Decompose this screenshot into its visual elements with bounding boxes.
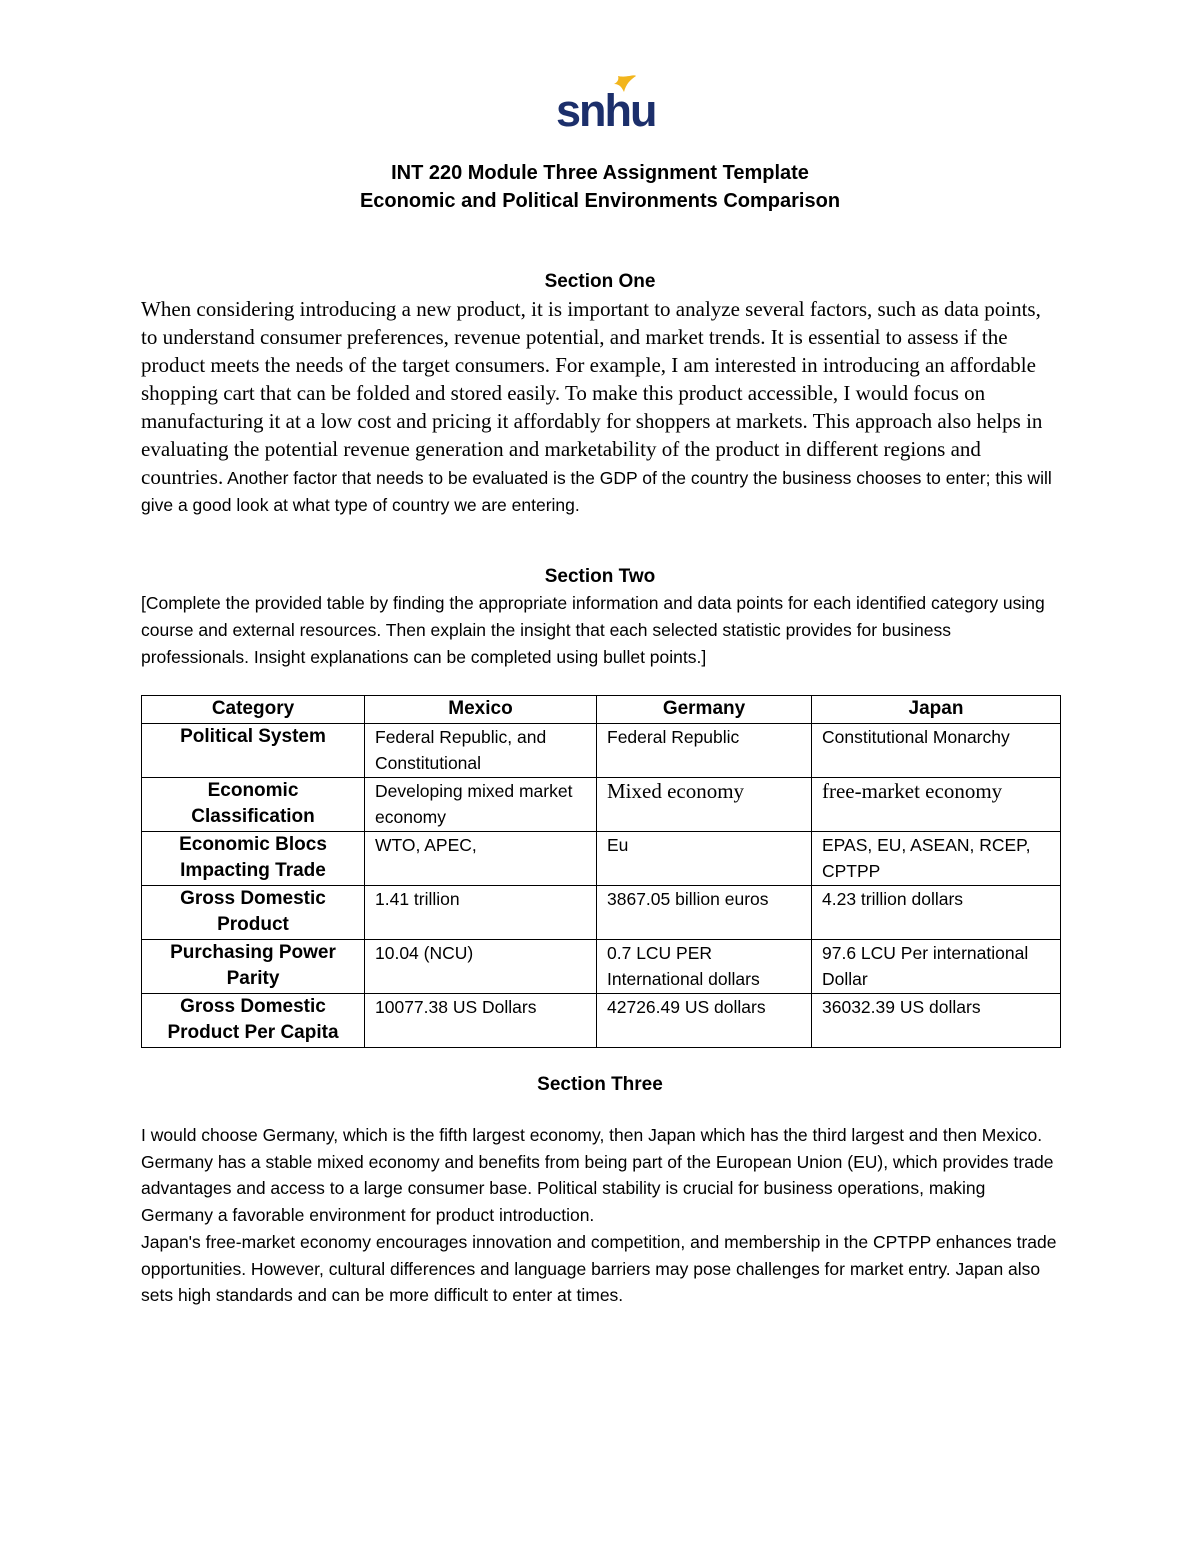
table-cell: EPAS, EU, ASEAN, RCEP, CPTPP bbox=[812, 831, 1061, 885]
table-cell: Eu bbox=[597, 831, 812, 885]
table-header-cell: Germany bbox=[597, 696, 812, 724]
table-header-row bbox=[142, 696, 1061, 724]
table-category-cell: Gross Domestic Product Per Capita bbox=[142, 993, 365, 1047]
logo-wordmark: snhu bbox=[556, 85, 656, 136]
table-row bbox=[142, 723, 1061, 777]
section-three-heading: Section Three bbox=[537, 1074, 663, 1095]
table-category-cell: Economic Classification bbox=[142, 777, 365, 831]
table-cell: 42726.49 US dollars bbox=[597, 993, 812, 1047]
table-header-cell: Mexico bbox=[365, 696, 597, 724]
table-cell: Federal Republic bbox=[597, 723, 812, 777]
comparison-table bbox=[141, 695, 1061, 1048]
table-cell: 4.23 trillion dollars bbox=[812, 885, 1061, 939]
section-three-body bbox=[141, 1122, 1059, 1309]
section-one-heading: Section One bbox=[544, 271, 656, 292]
table-cell: Constitutional Monarchy bbox=[812, 723, 1061, 777]
document-title: INT 220 Module Three Assignment Template bbox=[391, 162, 809, 184]
table-cell: WTO, APEC, bbox=[365, 831, 597, 885]
section-two-instructions: [Complete the provided table by finding the appropriate information and data points for each identified category using course and external resources. Then explain the insight that each selected statistic provides for business professionals. Insight explanations can be completed using bullet points.] bbox=[141, 593, 1045, 667]
table-category-cell: Political System bbox=[142, 723, 365, 777]
table-row bbox=[142, 777, 1061, 831]
table-row bbox=[142, 885, 1061, 939]
section-three-paragraph: Germany has a stable mixed economy and benefits from being part of the European Union (EU), which provides trade advantages and access to a large consumer base. Political stability is crucial for business operations, making Germany a favorable environment for product introduction. bbox=[141, 1151, 1054, 1226]
table-cell: 0.7 LCU PER International dollars bbox=[597, 939, 812, 993]
section-one-serif-text: When considering introducing a new product, it is important to analyze several factors, such as data points, to understand consumer preferences, revenue potential, and market trends. It is essential to assess if the product meets the needs of the target consumers. For example, I am interested in introducing an affordable shopping cart that can be folded and stored easily. To make this product accessible, I would focus on manufacturing it at a low cost and pricing it affordably for shoppers at markets. This approach also helps in evaluating the potential revenue generation and marketability of the product in different regions and countries. bbox=[141, 297, 1043, 489]
table-cell: 10077.38 US Dollars bbox=[365, 993, 597, 1047]
table-cell: Mixed economy bbox=[597, 777, 812, 831]
table-cell: Federal Republic, and Constitutional bbox=[365, 723, 597, 777]
table-row bbox=[142, 993, 1061, 1047]
section-three-paragraph: Japan's free-market economy encourages innovation and competition, and membership in the CPTPP enhances trade opportunities. However, cultural differences and language barriers may pose challenges for market entry. Japan also sets high standards and can be more difficult to enter at times. bbox=[141, 1231, 1057, 1306]
table-cell: 36032.39 US dollars bbox=[812, 993, 1061, 1047]
table-header-cell: Category bbox=[142, 696, 365, 724]
table-cell: Developing mixed market economy bbox=[365, 777, 597, 831]
table-category-cell: Economic Blocs Impacting Trade bbox=[142, 831, 365, 885]
table-cell: 3867.05 billion euros bbox=[597, 885, 812, 939]
snhu-logo bbox=[556, 74, 656, 136]
table-cell: free-market economy bbox=[812, 777, 1061, 831]
table-cell: 1.41 trillion bbox=[365, 885, 597, 939]
document-subtitle: Economic and Political Environments Comparison bbox=[359, 190, 841, 212]
section-one-sans-text: Another factor that needs to be evaluated is the GDP of the country the business chooses to enter; this will give a good look at what type of country we are entering. bbox=[141, 468, 1052, 515]
table-header-cell: Japan bbox=[812, 696, 1061, 724]
table-cell: 97.6 LCU Per international Dollar bbox=[812, 939, 1061, 993]
table-category-cell: Purchasing Power Parity bbox=[142, 939, 365, 993]
table-row bbox=[142, 939, 1061, 993]
table-row bbox=[142, 831, 1061, 885]
section-three-paragraph: I would choose Germany, which is the fifth largest economy, then Japan which has the third largest and then Mexico. bbox=[141, 1125, 1043, 1145]
table-cell: 10.04 (NCU) bbox=[365, 939, 597, 993]
section-two-heading: Section Two bbox=[544, 566, 656, 587]
section-one-body bbox=[141, 296, 1059, 519]
table-category-cell: Gross Domestic Product bbox=[142, 885, 365, 939]
